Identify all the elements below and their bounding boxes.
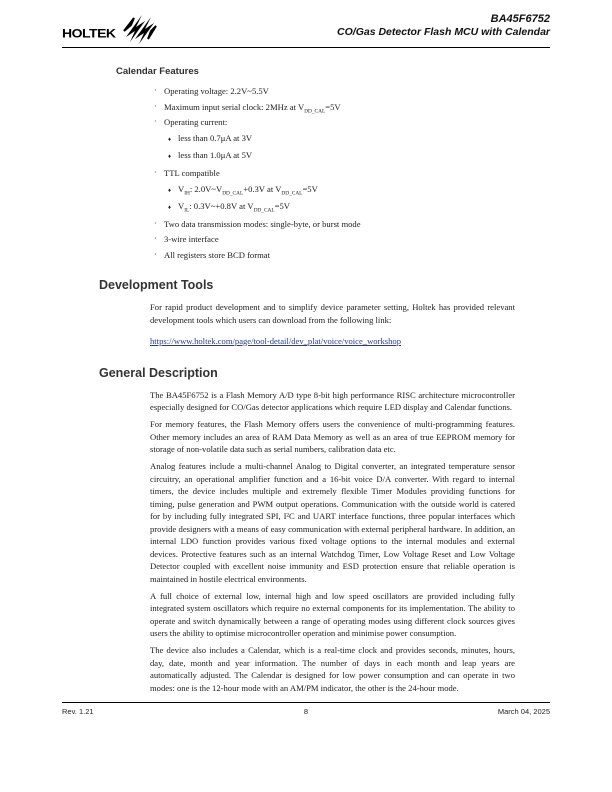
description-paragraph: Analog features include a multi-channel Analog to Digital converter, an integrated temperature sensor circuitry, an operational amplifier function and a 16-bit voice D/A converter. With regard to internal timers, the device includes multiple and extremely flexible Timer Modules providing functions for timing, pulse generation and PWM output operations. Communication with the outside world is catered for by including fully integrated SPI, I²C and UART interface functions, three popular interfaces which provide designers with a means of easy communication with external peripheral hardware. In addition, an internal LDO function provides various fixed voltage options to the internal modules and external devices. Protective features such as an internal Watchdog Timer, Low Voltage Reset and Low Voltage Detector coupled with excellent noise immunity and ESD protection ensure that reliable operation is maintained in hostile electrical environments. <box>150 461 515 584</box>
feature-text: Two data transmission modes: single-byte, or burst mode <box>164 218 361 229</box>
diamond-bullet-icon: ♦ <box>168 205 172 212</box>
document-title <box>337 13 550 39</box>
header-divider <box>62 47 550 48</box>
bullet-icon: · <box>154 117 157 127</box>
bullet-icon: · <box>154 86 157 95</box>
feature-subitem <box>168 149 524 163</box>
feature-subitem <box>168 200 524 214</box>
feature-text: All registers store BCD format <box>164 249 270 260</box>
feature-item <box>154 167 524 179</box>
development-tools-heading: Development Tools <box>99 278 214 293</box>
feature-subitem <box>168 132 524 146</box>
calendar-features-list <box>154 85 524 261</box>
holtek-flash-icon <box>112 11 164 47</box>
diamond-bullet-icon: ♦ <box>168 187 172 194</box>
bullet-icon: · <box>154 218 157 228</box>
date-label: March 04, 2025 <box>497 707 550 716</box>
doc-subtitle: CO/Gas Detector Flash MCU with Calendar <box>337 26 550 38</box>
feature-text: $V_{IL}$: 0.3V~+0.8V at $V_{DD\_CAL}=5V$ <box>178 201 290 214</box>
feature-text: Operating voltage: 2.2V~5.5V <box>164 86 269 96</box>
description-paragraph: The device also includes a Calendar, which is a real-time clock and provides seconds, minutes, hours, day, date, month and year information. The number of days in each month and leap years are automatically adjusted. The Calendar is designed for low power consumption and can operate in two modes: one is the 12-hour mode with an AM/PM indicator, the other is the 24-hour mode. <box>150 645 515 693</box>
bullet-icon: · <box>154 167 157 177</box>
development-tools-paragraph: For rapid product development and to simplify device parameter setting, Holtek has provided relevant development tools which users can download from the following link: <box>150 302 515 325</box>
diamond-bullet-icon: ♦ <box>168 136 172 143</box>
download-link[interactable]: https://www.holtek.com/page/tool-detail/dev_plat/voice/voice_workshop <box>150 335 401 346</box>
feature-item <box>154 116 524 128</box>
page-footer <box>62 702 550 716</box>
feature-item <box>154 249 524 261</box>
feature-text: 3-wire interface <box>164 234 219 245</box>
holtek-logo <box>62 19 164 47</box>
diamond-bullet-icon: ♦ <box>168 154 172 161</box>
page-header <box>62 0 550 46</box>
feature-text: Operating current: <box>164 117 228 128</box>
footer-divider <box>62 702 550 703</box>
bullet-icon: · <box>154 234 157 244</box>
feature-item <box>154 85 524 97</box>
general-description-section <box>150 389 515 695</box>
feature-item <box>154 218 524 230</box>
holtek-logo-text: HOLTEK <box>62 26 116 40</box>
feature-text: less than 1.0μA at 5V <box>178 150 253 161</box>
calendar-features-heading: Calendar Features <box>116 66 199 77</box>
feature-item <box>154 233 524 245</box>
description-paragraph: The BA45F6752 is a Flash Memory A/D type 8-bit high performance RISC architecture microcontroller especially designed for CO/Gas detector applications which require LED display and Calendar functions. <box>150 389 515 413</box>
revision-label: Rev. 1.21 <box>62 707 94 716</box>
feature-item <box>154 101 524 113</box>
description-paragraph: A full choice of external low, internal high and low speed oscillators are provided including fully integrated system oscillators which require no external components for its implementation. The ability to operate and switch dynamically between a range of operating modes using different clock sources gives users the ability to optimise microcontroller operation and minimise power consumption. <box>150 590 515 639</box>
page-number: 8 <box>303 707 309 716</box>
bullet-icon: · <box>154 101 157 111</box>
part-number: BA45F6752 <box>490 13 550 25</box>
feature-text: Maximum input serial clock: 2MHz at $V_{DD\_CAL}=5V$ <box>164 101 341 115</box>
feature-text: $V_{IH}$: $2.0V\sim V_{DD\_CAL}+0.3V$ at $V_{DD\_CAL}=5V$ <box>178 183 318 197</box>
development-tools-section <box>150 301 515 349</box>
feature-subitem <box>168 183 524 197</box>
general-description-heading: General Description <box>99 365 218 380</box>
description-paragraph: For memory features, the Flash Memory offers users the convenience of multi-programming features. Other memory includes an area of RAM Data Memory as well as an area of true EEPROM memory for storage of non-volatile data such as serial numbers, calibration data etc. <box>150 419 515 455</box>
feature-text: TTL compatible <box>164 167 220 178</box>
feature-text: less than 0.7μA at 3V <box>178 132 253 143</box>
bullet-icon: · <box>154 249 157 259</box>
